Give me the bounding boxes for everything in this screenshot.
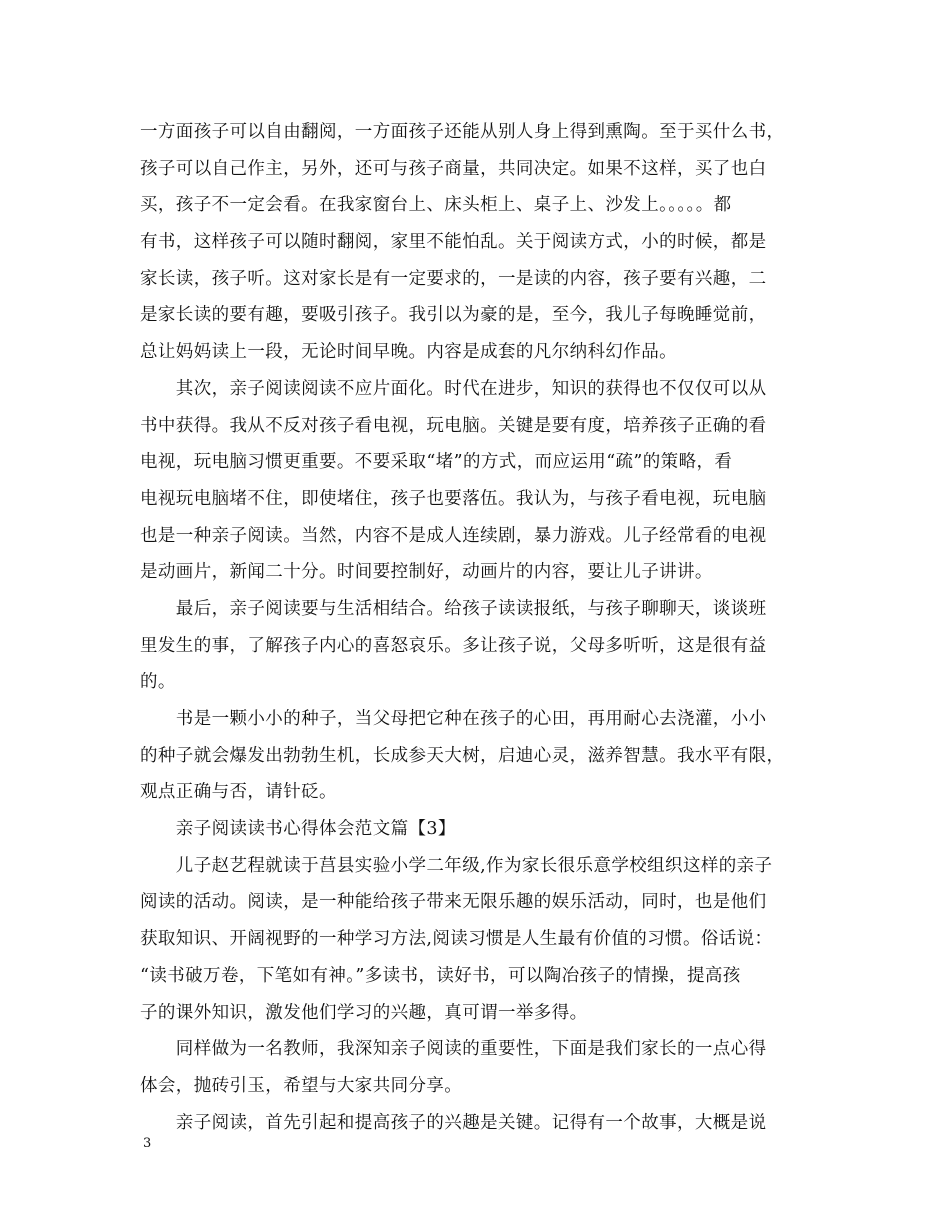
document-body <box>140 114 840 1141</box>
text-line: 里发生的事，了解孩子内心的喜怒哀乐。多让孩子说，父母多听听，这是很有益 <box>140 635 767 656</box>
text-line: 是家长读的要有趣，要吸引孩子。我引以为豪的是，至今，我儿子每晚睡觉前， <box>140 305 767 326</box>
text-line: 电视玩电脑堵不住，即使堵住，孩子也要落伍。我认为，与孩子看电视，玩电脑 <box>140 488 767 509</box>
text-line: 书中获得。我从不反对孩子看电视，玩电脑。关键是要有度，培养孩子正确的看 <box>140 415 767 436</box>
text-line: 最后，亲子阅读要与生活相结合。给孩子读读报纸，与孩子聊聊天，谈谈班 <box>140 598 767 619</box>
text-line: 电视，玩电脑习惯更重要。不要采取“堵”的方式，而应运用“疏”的策略，看 <box>140 452 733 473</box>
text-line: 儿子赵艺程就读于莒县实验小学二年级,作为家长很乐意学校组织这样的亲子 <box>140 855 773 876</box>
text-line: 一方面孩子可以自由翻阅，一方面孩子还能从别人身上得到熏陶。至于买什么书， <box>140 122 785 142</box>
section-heading: 亲子阅读读书心得体会范文篇【3】 <box>140 819 456 840</box>
text-line: 体会，抛砖引玉，希望与大家共同分享。 <box>140 1075 463 1096</box>
text-line: 家长读，孩子听。这对家长是有一定要求的，一是读的内容，孩子要有兴趣，二 <box>140 268 767 289</box>
text-line: 是动画片，新闻二十分。时间要控制好，动画片的内容，要让儿子讲讲。 <box>140 562 713 583</box>
text-line: 同样做为一名教师，我深知亲子阅读的重要性，下面是我们家长的一点心得 <box>140 1039 767 1060</box>
text-line: 总让妈妈读上一段，无论时间早晚。内容是成套的凡尔纳科幻作品。 <box>140 342 677 363</box>
text-line: 孩子可以自己作主，另外，还可与孩子商量，共同决定。如果不这样，买了也白 <box>140 158 767 179</box>
text-line: 获取知识、开阔视野的一种学习方法,阅读习惯是人生最有价值的习惯。俗话说： <box>140 929 773 950</box>
text-line: 有书，这样孩子可以随时翻阅，家里不能怕乱。关于阅读方式，小的时候，都是 <box>140 232 767 253</box>
text-line: “读书破万卷，下笔如有神。”多读书，读好书，可以陶冶孩子的情操，提高孩 <box>140 965 741 986</box>
text-line: 的种子就会爆发出勃勃生机，长成参天大树，启迪心灵，滋养智慧。我水平有限， <box>140 745 785 766</box>
text-line: 也是一种亲子阅读。当然，内容不是成人连续剧，暴力游戏。儿子经常看的电视 <box>140 525 767 546</box>
text-line: 的。 <box>140 672 176 693</box>
text-line: 买，孩子不一定会看。在我家窗台上、床头柜上、桌子上、沙发上。。。。。都 <box>140 195 732 216</box>
text-line: 其次，亲子阅读阅读不应片面化。时代在进步，知识的获得也不仅仅可以从 <box>140 378 767 399</box>
text-line: 书是一颗小小的种子，当父母把它种在孩子的心田，再用耐心去浇灌，小小 <box>140 709 767 729</box>
text-line: 亲子阅读，首先引起和提高孩子的兴趣是关键。记得有一个故事，大概是说 <box>140 1112 767 1133</box>
text-line: 观点正确与否，请针砭。 <box>140 782 337 803</box>
text-line: 子的课外知识，激发他们学习的兴趣，真可谓一举多得。 <box>140 1002 588 1023</box>
page-number: 3 <box>143 1136 152 1151</box>
text-line: 阅读的活动。阅读，是一种能给孩子带来无限乐趣的娱乐活动，同时，也是他们 <box>140 892 767 913</box>
